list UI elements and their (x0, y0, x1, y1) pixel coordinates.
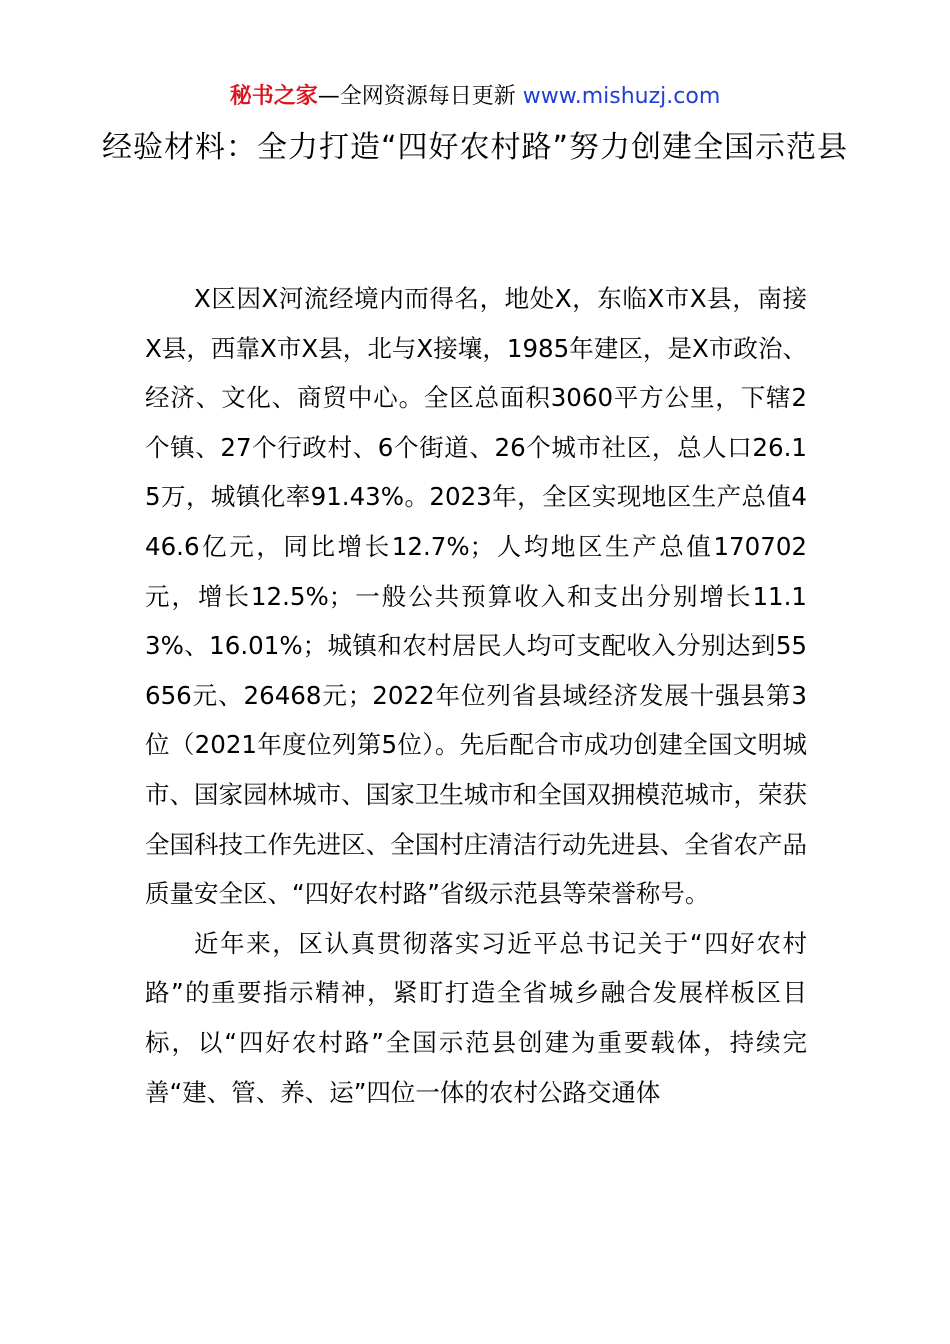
site-header (0, 82, 950, 112)
document-body (145, 274, 807, 1117)
paragraph-recent-work: 近年来，区认真贯彻落实习近平总书记关于“四好农村路”的重要指示精神，紧盯打造全省城乡融合发展样板区目标，以“四好农村路”全国示范县创建为重要载体，持续完善“建、管、养、运”四位一体的农村公路交通体 (145, 928, 807, 1107)
site-tagline: —全网资源每日更新 (317, 84, 523, 109)
paragraph-district-overview: X区因X河流经境内而得名，地处X，东临X市X县，南接X县，西靠X市X县，北与X接壤，1985年建区，是X市政治、经济、文化、商贸中心。全区总面积3060平方公里，下辖2个镇、27个行政村、6个街道、26个城市社区，总人口26.15万，城镇化率91.43%。2023年，全区实现地区生产总值446.6亿元，同比增长12.7%；人均地区生产总值170702元，增长12.5%；一般公共预算收入和支出分别增长11.13%、16.01%；城镇和农村居民人均可支配收入分别达到55656元、26468元；2022年位列省县域经济发展十强县第3位（2021年度位列第5位）。先后配合市成功创建全国文明城市、国家园林城市、国家卫生城市和全国双拥模范城市，荣获全国科技工作先进区、全国村庄清洁行动先进县、全省农产品质量安全区、“四好农村路”省级示范县等荣誉称号。 (145, 284, 807, 909)
document-title: 经验材料：全力打造“四好农村路”努力创建全国示范县 (101, 130, 849, 165)
site-url-link[interactable]: www.mishuzj.com (522, 84, 721, 109)
site-brand: 秘书之家 (229, 84, 318, 109)
